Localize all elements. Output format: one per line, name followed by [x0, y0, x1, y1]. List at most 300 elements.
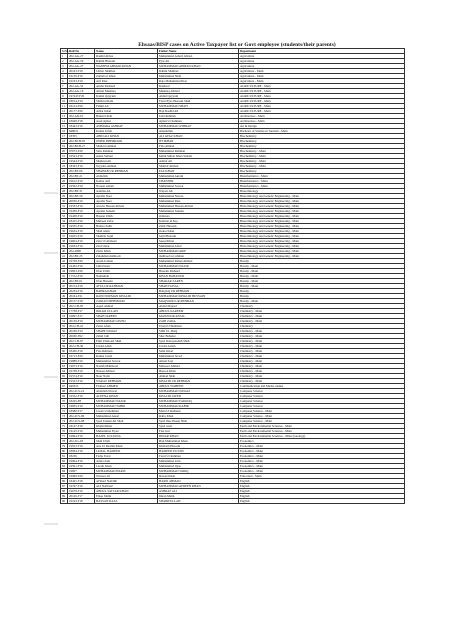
cell-name: OMER MEHMOOD: [95, 139, 158, 144]
cell-department: Biotechnology and Genetic Engineering - Main: [239, 229, 405, 234]
cell-roll-no: 18343-F19: [68, 164, 95, 169]
cell-department: Agriculture: [239, 64, 405, 69]
cell-name: Ayesha Noor: [95, 194, 158, 199]
cell-department: Biotechnology and Genetic Engineering - Main: [239, 224, 405, 229]
cell-department: AGRICULTURE - Main: [239, 109, 405, 114]
cell-name: Tanveer ali: [95, 474, 158, 479]
cell-name: WARAZ REHMAN: [95, 379, 158, 384]
cell-roll-no: 202-BT-59: [68, 194, 95, 199]
cell-sno: 21: [61, 154, 68, 159]
cell-name: Ayesha Noor: [95, 199, 158, 204]
cell-department: Earth and Environmental Sciences - Main: [239, 424, 405, 429]
cell-sno: 68: [61, 389, 68, 394]
cell-name: Mubeen Zafar: [95, 219, 158, 224]
cell-name: Shahzad Ahmad: [95, 144, 158, 149]
cell-father-name: Muhammad Riaz: [158, 199, 239, 204]
cell-roll-no: 19591-F19: [68, 464, 95, 469]
cell-father-name: Muhammad Shafi: [158, 74, 239, 79]
cell-roll-no: 19813-F19: [68, 444, 95, 449]
cell-father-name: Mansoor Ahmad: [158, 364, 239, 369]
cell-sno: 35: [61, 224, 68, 229]
cell-sno: 62: [61, 359, 68, 364]
cell-roll-no: 202-AG-56: [68, 59, 95, 64]
cell-name: Kamar Atif: [95, 179, 158, 184]
cell-roll-no: 18124-F20: [68, 104, 95, 109]
cell-name: Abdullah: [95, 174, 158, 179]
cell-sno: 22: [61, 159, 68, 164]
cell-roll-no: 202-AG-27: [68, 54, 95, 59]
cell-sno: 87: [61, 484, 68, 489]
cell-father-name: ASHRAF ALI: [158, 489, 239, 494]
cell-sno: 45: [61, 274, 68, 279]
cell-father-name: Ajmal Ur Rehman: [158, 119, 239, 124]
cell-name: FARAZ AHMED: [95, 384, 158, 389]
cell-name: ZARIAN MEHMOOD: [95, 299, 158, 304]
cell-name: HAZEL SULTANA: [95, 434, 158, 439]
cell-roll-no: 19673-F19: [68, 364, 95, 369]
cell-name: Zaina Khan: [95, 249, 158, 254]
cell-roll-no: 19904-F19: [68, 459, 95, 464]
cell-department: Computer Science: [239, 394, 405, 399]
cell-sno: 19: [61, 144, 68, 149]
cell-roll-no: 19969-F20: [68, 474, 95, 479]
cell-sno: 61: [61, 354, 68, 359]
cell-department: Botany - Main: [239, 299, 405, 304]
cell-roll-no: 19738-F19: [68, 369, 95, 374]
cell-father-name: Syed Robayatullah Shah: [158, 339, 239, 344]
cell-father-name: Saeed Khan: [158, 239, 239, 244]
cell-department: English: [239, 484, 405, 489]
cell-name: ATTA UR RAHMAN: [95, 284, 158, 289]
cell-roll-no: 19728-F20: [68, 259, 95, 264]
cell-roll-no: 18355: [68, 134, 95, 139]
cell-department: Chemistry - Main: [239, 374, 405, 379]
cell-sno: 71: [61, 404, 68, 409]
cell-department: AGRICULTURE - Main: [239, 84, 405, 89]
cell-sno: 72: [61, 409, 68, 414]
cell-department: Botany: [239, 294, 405, 299]
cell-sno: 51: [61, 304, 68, 309]
cell-name: SHAHAB UR REHMAN: [95, 169, 158, 174]
cell-name: Jabbar Shahbaz: [95, 69, 158, 74]
cell-father-name: ABDUL WAHEED: [158, 384, 239, 389]
cell-name: Ana Ul Momin Khan: [95, 444, 158, 449]
cell-department: Bioinformatics - Main: [239, 179, 405, 184]
cell-sno: 30: [61, 199, 68, 204]
cell-sno: 79: [61, 444, 68, 449]
cell-department: Chemistry - Main: [239, 319, 405, 324]
cell-father-name: Shabbir Ahmad: [158, 164, 239, 169]
cell-father-name: Fiaz Gul: [158, 429, 239, 434]
cell-name: Fahim Ali: [95, 104, 158, 109]
cell-sno: 1: [61, 54, 68, 59]
cell-sno: 57: [61, 334, 68, 339]
cell-father-name: Mian Ul Rehman: [158, 409, 239, 414]
cell-sno: 65: [61, 374, 68, 379]
cell-father-name: Sabir Khan: [158, 349, 239, 354]
cell-sno: 12: [61, 109, 68, 114]
cell-sno: 24: [61, 169, 68, 174]
cell-name: Noreen Aslam: [95, 184, 158, 189]
cell-department: Botany - Main: [239, 279, 405, 284]
cell-department: Biochemistry - Main: [239, 154, 405, 159]
cell-name: Shahida Sajid: [95, 234, 158, 239]
cell-department: Art & Design: [239, 124, 405, 129]
cell-department: Computer Science: [239, 404, 405, 409]
cell-roll-no: 19604-F19: [68, 434, 95, 439]
cell-sno: 20: [61, 149, 68, 154]
table-body: [61, 54, 405, 504]
cell-department: Biochemistry: [239, 134, 405, 139]
cell-sno: 73: [61, 414, 68, 419]
cell-father-name: MUHAMMAD ARIF: [158, 249, 239, 254]
cell-roll-no: 19562-F19: [68, 184, 95, 189]
cell-name: AFRAZ NADIR: [95, 479, 158, 484]
cell-roll-no: 18580-F17: [68, 409, 95, 414]
cell-father-name: Muhammad Sarwar: [158, 184, 239, 189]
cell-name: Saba Rehman: [95, 149, 158, 154]
cell-father-name: Fazal Ur Rehman: [158, 454, 239, 459]
cell-father-name: Muhammad Saleem: [158, 209, 239, 214]
cell-department: Chemistry - Main: [239, 379, 405, 384]
cell-sno: 14: [61, 119, 68, 124]
cell-department: Communication and Media studies: [239, 384, 405, 389]
cell-roll-no: 19604-F19: [68, 239, 95, 244]
cell-sno: 64: [61, 369, 68, 374]
cell-department: Biotechnology and Genetic Engineering - Main: [239, 194, 405, 199]
cell-father-name: Syed raazi: [158, 424, 239, 429]
cases-table: [60, 48, 405, 504]
cell-sno: 48: [61, 289, 68, 294]
cell-name: Asad Ajmal: [95, 119, 158, 124]
cell-name: Aamina Ali: [95, 189, 158, 194]
cell-name: Amna Zain: [95, 459, 158, 464]
cell-father-name: HARIS AHMAD: [158, 479, 239, 484]
cell-roll-no: 19612-F19: [68, 179, 95, 184]
cell-father-name: ZAIB ZADA: [158, 319, 239, 324]
cell-sno: 46: [61, 279, 68, 284]
cell-department: Chemistry - Main: [239, 334, 405, 339]
cell-sno: 74: [61, 419, 68, 424]
cell-sno: 25: [61, 174, 68, 179]
cell-sno: 18: [61, 139, 68, 144]
cell-roll-no: 20169-F19: [68, 329, 95, 334]
cell-sno: 63: [61, 364, 68, 369]
cell-father-name: Muhammad Rehman: [158, 149, 239, 154]
cell-department: Chemistry - Main: [239, 339, 405, 344]
cell-department: Chemistry - Main: [239, 329, 405, 334]
cell-sno: 9: [61, 94, 68, 99]
cell-sno: 66: [61, 379, 68, 384]
cell-department: Biotechnology and Genetic Engineering - Main: [239, 199, 405, 204]
cell-sno: 78: [61, 439, 68, 444]
cell-department: Chemistry: [239, 304, 405, 309]
cell-father-name: SHAH FAISAL: [158, 284, 239, 289]
cell-name: RANI NOUMAN KHALID: [95, 294, 158, 299]
cell-name: Shah Ullah: [95, 439, 158, 444]
cell-name: WASEEM AHMAD KHAN: [95, 64, 158, 69]
cell-sno: 86: [61, 479, 68, 484]
cell-name: Muhammad Fiyaz: [95, 429, 158, 434]
header-department: Department: [239, 49, 405, 54]
cell-father-name: MANZOOR AFZAL: [158, 314, 239, 319]
cell-department: AGRICULTURE - Main: [239, 104, 405, 109]
cell-department: Agriculture: [239, 59, 405, 64]
cell-department: Architecture - Main: [239, 114, 405, 119]
cell-department: Botany: [239, 259, 405, 264]
cell-name: Rashid Abbas: [95, 54, 158, 59]
cell-department: Agriculture - Main: [239, 74, 405, 79]
cell-roll-no: 202-BT-31: [68, 189, 95, 194]
cell-roll-no: 202-2CS-06: [68, 414, 95, 419]
cell-roll-no: 20163-F19: [68, 69, 95, 74]
cell-father-name: Muhammad Afzal: [158, 244, 239, 249]
cell-roll-no: 19523-F19: [68, 379, 95, 384]
cell-name: Aqeel Ahmad: [95, 304, 158, 309]
cell-sno: 55: [61, 324, 68, 329]
cell-department: Earth and Environmental Sciences - Main (Geology): [239, 434, 405, 439]
cell-name: Zaid Umar: [95, 244, 158, 249]
cell-roll-no: 202-ZG-03: [68, 439, 95, 444]
cell-father-name: Ahmad Shah: [158, 374, 239, 379]
cell-roll-no: 202-AG-16: [68, 89, 95, 94]
cell-name: Syed Usman Ali Shah: [95, 419, 158, 424]
cell-father-name: SHARIFULLAH: [158, 499, 239, 504]
cell-sno: 81: [61, 454, 68, 459]
cell-department: Biochemistry: [239, 169, 405, 174]
cell-father-name: Pyar Ali: [158, 59, 239, 64]
cell-name: ALEENA KHAN: [95, 394, 158, 399]
cell-department: Chemistry - Main: [239, 359, 405, 364]
cell-department: Economics - Main: [239, 449, 405, 454]
cell-father-name: HAMEED UD DIN: [158, 449, 239, 454]
cell-roll-no: 20126-F17: [68, 494, 95, 499]
cell-name: Azam Usman: [95, 259, 158, 264]
cell-father-name: Malik Sultan Khan Sultani: [158, 154, 239, 159]
cell-sno: 76: [61, 429, 68, 434]
cell-department: Architecture - Main: [239, 119, 405, 124]
cell-sno: 15: [61, 124, 68, 129]
margin-marker: [44, 192, 58, 194]
cell-father-name: KHALID JAVED: [158, 394, 239, 399]
cell-roll-no: 19432-F19: [68, 264, 95, 269]
cell-sno: 54: [61, 319, 68, 324]
cell-department: English: [239, 489, 405, 494]
cell-roll-no: 97673-F20: [68, 149, 95, 154]
cell-father-name: MUHAMMAD AFREEN KHAN: [158, 484, 239, 489]
cell-roll-no: 19533-F19: [68, 204, 95, 209]
cell-father-name: Wiqaar Ali: [158, 189, 239, 194]
cell-name: HASSAN RAZA: [95, 499, 158, 504]
cell-father-name: Muhammad Ilyas: [158, 464, 239, 469]
cell-sno: 8: [61, 89, 68, 94]
cell-roll-no: 17738-F17: [68, 309, 95, 314]
cell-department: Biochemistry: [239, 139, 405, 144]
cell-sno: 10: [61, 99, 68, 104]
cell-sno: 52: [61, 309, 68, 314]
cell-father-name: Rahim Shahbaz: [158, 69, 239, 74]
table-row: [61, 499, 405, 504]
cell-sno: 60: [61, 349, 68, 354]
cell-roll-no: 18014-F19: [68, 99, 95, 104]
cell-department: Biotechnology and Genetic Engineering - Main: [239, 254, 405, 259]
cell-department: English: [239, 499, 405, 504]
cell-department: Computer Science - Main: [239, 409, 405, 414]
margin-marker: [44, 523, 58, 525]
cell-father-name: Muhammad Hassan Abbasi: [158, 204, 239, 209]
cell-sno: 75: [61, 424, 68, 429]
cell-father-name: Jalal Rehman: [158, 114, 239, 119]
cell-roll-no: 18147-F18: [68, 424, 95, 429]
cell-department: Chemistry - Main: [239, 364, 405, 369]
cell-father-name: Abdul Qayyum: [158, 94, 239, 99]
cell-department: Economics - Main: [239, 459, 405, 464]
cell-sno: 32: [61, 209, 68, 214]
cell-roll-no: 19139-F19: [68, 74, 95, 79]
cell-department: Botany - Main: [239, 274, 405, 279]
cell-roll-no: 19438-F19: [68, 214, 95, 219]
cell-name: ABDUL SATTAR KHAN: [95, 489, 158, 494]
cell-father-name: MUHAMMAD AHMAD KHAN: [158, 64, 239, 69]
cell-name: Jawab Ul Rehman: [95, 409, 158, 414]
cell-department: Botany - Main: [239, 284, 405, 289]
cell-department: Chemistry: [239, 324, 405, 329]
cell-roll-no: 19625-F19: [68, 234, 95, 239]
cell-name: ABID ALI KHAN: [95, 134, 158, 139]
cell-name: Nour Naila: [95, 374, 158, 379]
cell-department: Biotechnology and Genetic Engineering - Main: [239, 234, 405, 239]
cell-name: JAMAL HAMEED: [95, 449, 158, 454]
cell-roll-no: 202-BCH-27: [68, 144, 95, 149]
cell-father-name: Zahir Hussain: [158, 224, 239, 229]
cell-roll-no: 202-CH-07: [68, 339, 95, 344]
cell-sno: 59: [61, 344, 68, 349]
cell-father-name: Ahsan Saqi: [158, 359, 239, 364]
cell-father-name: ABDUL KAREEM: [158, 309, 239, 314]
cell-name: BAHRA KHAN: [95, 289, 158, 294]
cell-father-name: Syed Ibne Hasan Shah: [158, 419, 239, 424]
cell-sno: 34: [61, 219, 68, 224]
cell-name: MUHAMMAD JAVED: [95, 319, 158, 324]
cell-sno: 41: [61, 254, 68, 259]
cell-roll-no: 202-BT-01: [68, 279, 95, 284]
cell-department: Biotechnology and Genetic Engineering - Main: [239, 219, 405, 224]
cell-sno: 80: [61, 449, 68, 454]
cell-name: Hamid Ullah: [95, 114, 158, 119]
cell-roll-no: 202-BT-21: [68, 174, 95, 179]
cell-sno: 83: [61, 464, 68, 469]
cell-department: Biotechnology and Genetic Engineering - Main: [239, 244, 405, 249]
cell-roll-no: 19767-F19: [68, 484, 95, 489]
cell-name: MUHAMMAD HARIS: [95, 469, 158, 474]
cell-father-name: KHALID UR REHMAN: [158, 379, 239, 384]
cell-name: AMMARA ASHRAF: [95, 124, 158, 129]
cell-sno: 88: [61, 489, 68, 494]
cell-department: Economics - Main: [239, 454, 405, 459]
cell-roll-no: 202-BT-25: [68, 254, 95, 259]
cell-sno: 84: [61, 469, 68, 474]
cell-father-name: Rafiq Khan: [158, 414, 239, 419]
cell-department: Bachelor of Studies in Tourism - Main: [239, 129, 405, 134]
cell-father-name: MUHAMMAD SHAFI: [158, 104, 239, 109]
cell-father-name: Muhammad Zain: [158, 459, 239, 464]
cell-name: Shah Alam: [95, 229, 158, 234]
cell-sno: 7: [61, 84, 68, 89]
cell-roll-no: 19634-F19: [68, 244, 95, 249]
cell-sno: 29: [61, 194, 68, 199]
cell-father-name: Haji Muhammad Khan: [158, 439, 239, 444]
cell-roll-no: 202-CH-36: [68, 344, 95, 349]
cell-sno: 2: [61, 59, 68, 64]
cell-department: Economics: [239, 439, 405, 444]
cell-roll-no: 202-BT-09: [68, 169, 95, 174]
cell-roll-no: 202-2808: [68, 249, 95, 254]
cell-department: Economics - Main: [239, 444, 405, 449]
cell-name: Kamal Qayyum: [95, 94, 158, 99]
cell-roll-no: 19145-F19: [68, 429, 95, 434]
cell-name: Kainat Javed: [95, 354, 158, 359]
cell-father-name: Muhammad Nawaz: [158, 194, 239, 199]
cell-department: Chemistry - Main: [239, 309, 405, 314]
cell-name: Naimullah: [95, 274, 158, 279]
cell-department: Earth and Environmental Sciences - Main: [239, 429, 405, 434]
cell-name: Javaid Aftab: [95, 344, 158, 349]
cell-roll-no: 19634-F19: [68, 229, 95, 234]
cell-father-name: Kamran ul haq: [158, 219, 239, 224]
cell-father-name: Nawaz Khan: [158, 474, 239, 479]
cell-department: Bioinformatics - Main: [239, 174, 405, 179]
cell-roll-no: 20177-F20: [68, 109, 95, 114]
cell-department: Biochemistry - Main: [239, 164, 405, 169]
cell-sno: 36: [61, 229, 68, 234]
cell-roll-no: 20139-F19: [68, 319, 95, 324]
cell-sno: 38: [61, 239, 68, 244]
cell-department: Biotechnology and Genetic Engineering - Main: [239, 239, 405, 244]
cell-roll-no: 20157-F18: [68, 299, 95, 304]
cell-department: Computer Science - Main: [239, 414, 405, 419]
cell-roll-no: 202-AG-52: [68, 84, 95, 89]
header-father-name: Father Name: [158, 49, 239, 54]
cell-roll-no: 19888-F19: [68, 359, 95, 364]
cell-name: Zaina Aftab: [95, 324, 158, 329]
cell-department: Botany - Main: [239, 264, 405, 269]
cell-father-name: Haji Rashid Ali: [158, 109, 239, 114]
cell-department: AGRICULTURE - Main: [239, 99, 405, 104]
cell-sno: 5: [61, 74, 68, 79]
cell-father-name: Khabaib Hussain: [158, 444, 239, 449]
cell-sno: 4: [61, 69, 68, 74]
cell-sno: 67: [61, 384, 68, 389]
cell-father-name: Javaid Aslam: [158, 344, 239, 349]
cell-roll-no: 19439-F19: [68, 209, 95, 214]
cell-father-name: MUHAMMAD TARIQ: [158, 469, 239, 474]
cell-department: Education - Main: [239, 474, 405, 479]
cell-roll-no: 19544-F19: [68, 159, 95, 164]
cell-department: English: [239, 479, 405, 484]
cell-roll-no: 202-2CS-16: [68, 389, 95, 394]
cell-department: AGRICULTURE - Main: [239, 94, 405, 99]
cell-roll-no: 202-CH-05: [68, 304, 95, 309]
cell-name: Laraib Khan: [95, 464, 158, 469]
cell-roll-no: 20030-F62: [68, 334, 95, 339]
cell-father-name: DINAR KHAN: [158, 434, 239, 439]
cell-father-name: MAQSOOD UR REHMAN: [158, 299, 239, 304]
cell-father-name: Oddessa: [158, 214, 239, 219]
cell-roll-no: 19193-F18: [68, 499, 95, 504]
cell-name: Emaa Malik: [95, 494, 158, 499]
cell-father-name: MUHAMMAD KABIR: [158, 404, 239, 409]
cell-department: Computer Science: [239, 399, 405, 404]
